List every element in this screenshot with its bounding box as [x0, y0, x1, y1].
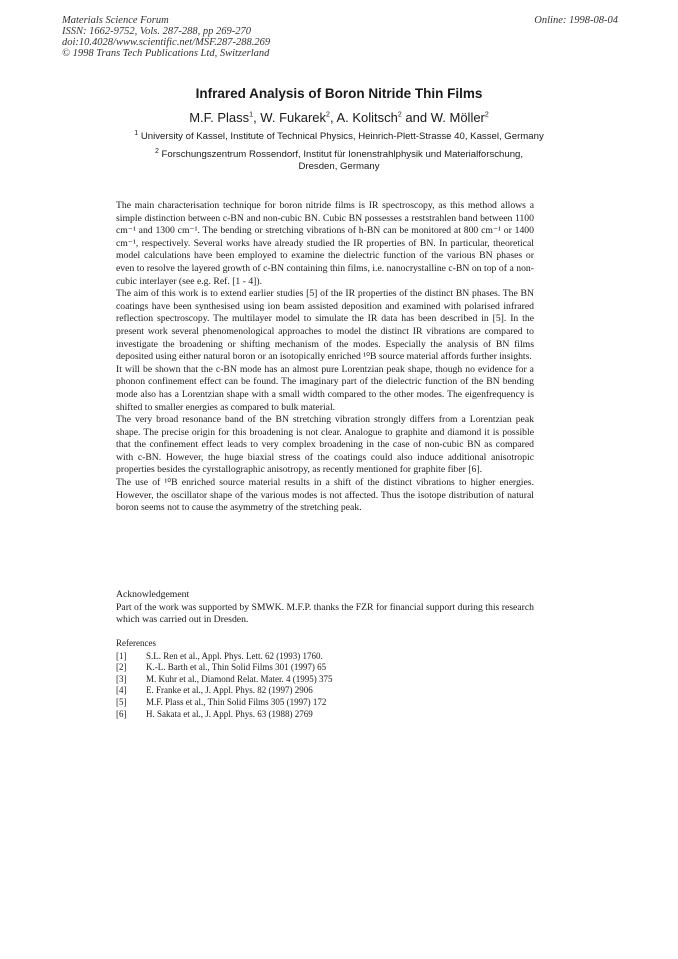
affiliation-mark: 1: [134, 129, 139, 137]
body-paragraph: The use of ¹⁰B enriched source material results in a shift of the distinct vibrations to higher energies. However, the oscillator shape of the various modes is not affected. Thus the isotope distribution of natural boron seems not to cause the asymmetry of the stretching peak.: [116, 477, 534, 514]
abstract-body: [116, 200, 534, 515]
reference-item: [116, 697, 534, 709]
author-separator: ,: [253, 110, 261, 125]
affiliation-2: [0, 149, 678, 173]
reference-text: E. Franke et al., J. Appl. Phys. 82 (1997) 2906: [146, 685, 313, 696]
reference-item: [116, 662, 534, 674]
reference-number: [5]: [116, 696, 127, 707]
affiliation-1: [0, 131, 678, 143]
reference-item: [116, 685, 534, 697]
author-name: W. Fukarek: [260, 110, 327, 125]
reference-number: [6]: [116, 708, 127, 719]
author-separator: ,: [329, 110, 337, 125]
body-paragraph: The main characterisation technique for boron nitride films is IR spectroscopy, as this method allows a simple distinction between c-BN and non-cubic BN. Cubic BN possesses a reststrahlen band between 1100 cm⁻¹ and 1300 cm⁻¹. The bending or stretching vibrations of h-BN can be monitored at 800 cm⁻¹ or 1400 cm⁻¹, respectively. Several works have already studied the IR properties of BN. In particular, theoretical model calculations have been employed to examine the dielectric function of the various BN phases or even to resolve the layered growth of c-BN containing thin films, i.e. nanocrystalline c-BN on top of a non-cubic interlayer (see e.g. Ref. [1 - 4]).: [116, 200, 534, 287]
paper-title: Infrared Analysis of Boron Nitride Thin Films: [195, 86, 483, 101]
affiliation-mark: 2: [154, 147, 159, 155]
reference-text: S.L. Ren et al., Appl. Phys. Lett. 62 (1993) 1760.: [146, 650, 323, 661]
reference-text: M.F. Plass et al., Thin Solid Films 305 (1997) 172: [146, 696, 327, 707]
acknowledgement-section: [116, 589, 534, 627]
affiliation-text: University of Kassel, Institute of Technical Physics, Heinrich-Plett-Strasse 40, Kassel, Germany: [140, 131, 544, 142]
body-paragraph: It will be shown that the c-BN mode has an almost pure Lorentzian peak shape, though no evidence for a phonon confinement effect can be found. The imaginary part of the dielectric function of the BN bending mode also has a Lorentzian shape with a small width compared to the other modes. The eigenfrequency is shifted to smaller energies as compared to bulk material.: [116, 363, 534, 413]
author-list: [0, 110, 678, 125]
reference-number: [1]: [116, 650, 127, 661]
issn-line: ISSN: 1662-9752, Vols. 287-288, pp 269-270: [62, 26, 251, 37]
author-separator: and: [401, 110, 431, 125]
reference-item: [116, 709, 534, 721]
reference-number: [3]: [116, 673, 127, 684]
acknowledgement-heading: Acknowledgement: [116, 589, 190, 600]
references-section: [116, 638, 534, 720]
doi-link[interactable]: doi:10.4028/www.scientific.net/MSF.287-288.269: [62, 37, 271, 48]
reference-item: [116, 651, 534, 663]
copyright-line: © 1998 Trans Tech Publications Ltd, Switzerland: [62, 48, 270, 59]
author-name: A. Kolitsch: [336, 110, 398, 125]
body-paragraph: The very broad resonance band of the BN stretching vibration strongly differs from a Lorentzian peak shape. The precise origin for this broadening is not clear. Analogue to graphite and diamond it is possible that the confinement effect leads to very complex broadening in the case of non-cubic BN as compared with c-BN. However, the huge biaxial stress of the coatings could also induce additional anisotropic properties besides the cyrstallographic anisotropy, as recently mentioned for graphite fiber [6].: [116, 414, 534, 476]
reference-item: [116, 674, 534, 686]
author-affiliation-mark: 2: [326, 111, 330, 119]
acknowledgement-text: Part of the work was supported by SMWK. M.F.P. thanks the FZR for financial support during this research which was carried out in Dresden.: [116, 601, 534, 626]
reference-number: [2]: [116, 662, 127, 673]
reference-text: M. Kuhr et al., Diamond Relat. Mater. 4 (1995) 375: [146, 673, 333, 684]
online-date: Online: 1998-08-04: [534, 15, 618, 26]
reference-text: H. Sakata et al., J. Appl. Phys. 63 (1988) 2769: [146, 708, 313, 719]
author-name: W. Möller: [430, 110, 485, 125]
journal-header: [62, 15, 618, 59]
affiliation-city: Dresden, Germany: [298, 161, 380, 172]
author-affiliation-mark: 1: [249, 111, 254, 119]
references-heading: References: [116, 638, 156, 648]
body-paragraph: The aim of this work is to extend earlier studies [5] of the IR properties of the distinct BN phases. The BN coatings have been synthesised using ion beam assisted deposition and examined with polarised infrared reflection spectroscopy. The multilayer model to simulate the IR data has been described in [5]. In the present work several phenomenological approaches to model the distinct IR vibrations are compared to investigate the broadening or shifting mechanism of the modes. Especially the analysis of BN films deposited using either natural boron or an isotopically enriched ¹⁰B source material affords further insights.: [116, 288, 534, 363]
reference-number: [4]: [116, 685, 127, 696]
reference-text: K.-L. Barth et al., Thin Solid Films 301 (1997) 65: [146, 662, 327, 673]
author-affiliation-mark: 2: [484, 111, 489, 119]
author-affiliation-mark: 2: [397, 111, 402, 119]
journal-name: Materials Science Forum: [62, 15, 169, 26]
author-name: M.F. Plass: [189, 110, 250, 125]
affiliation-text: Forschungszentrum Rossendorf, Institut für Ionenstrahlphysik und Materialforschung,: [161, 149, 524, 160]
